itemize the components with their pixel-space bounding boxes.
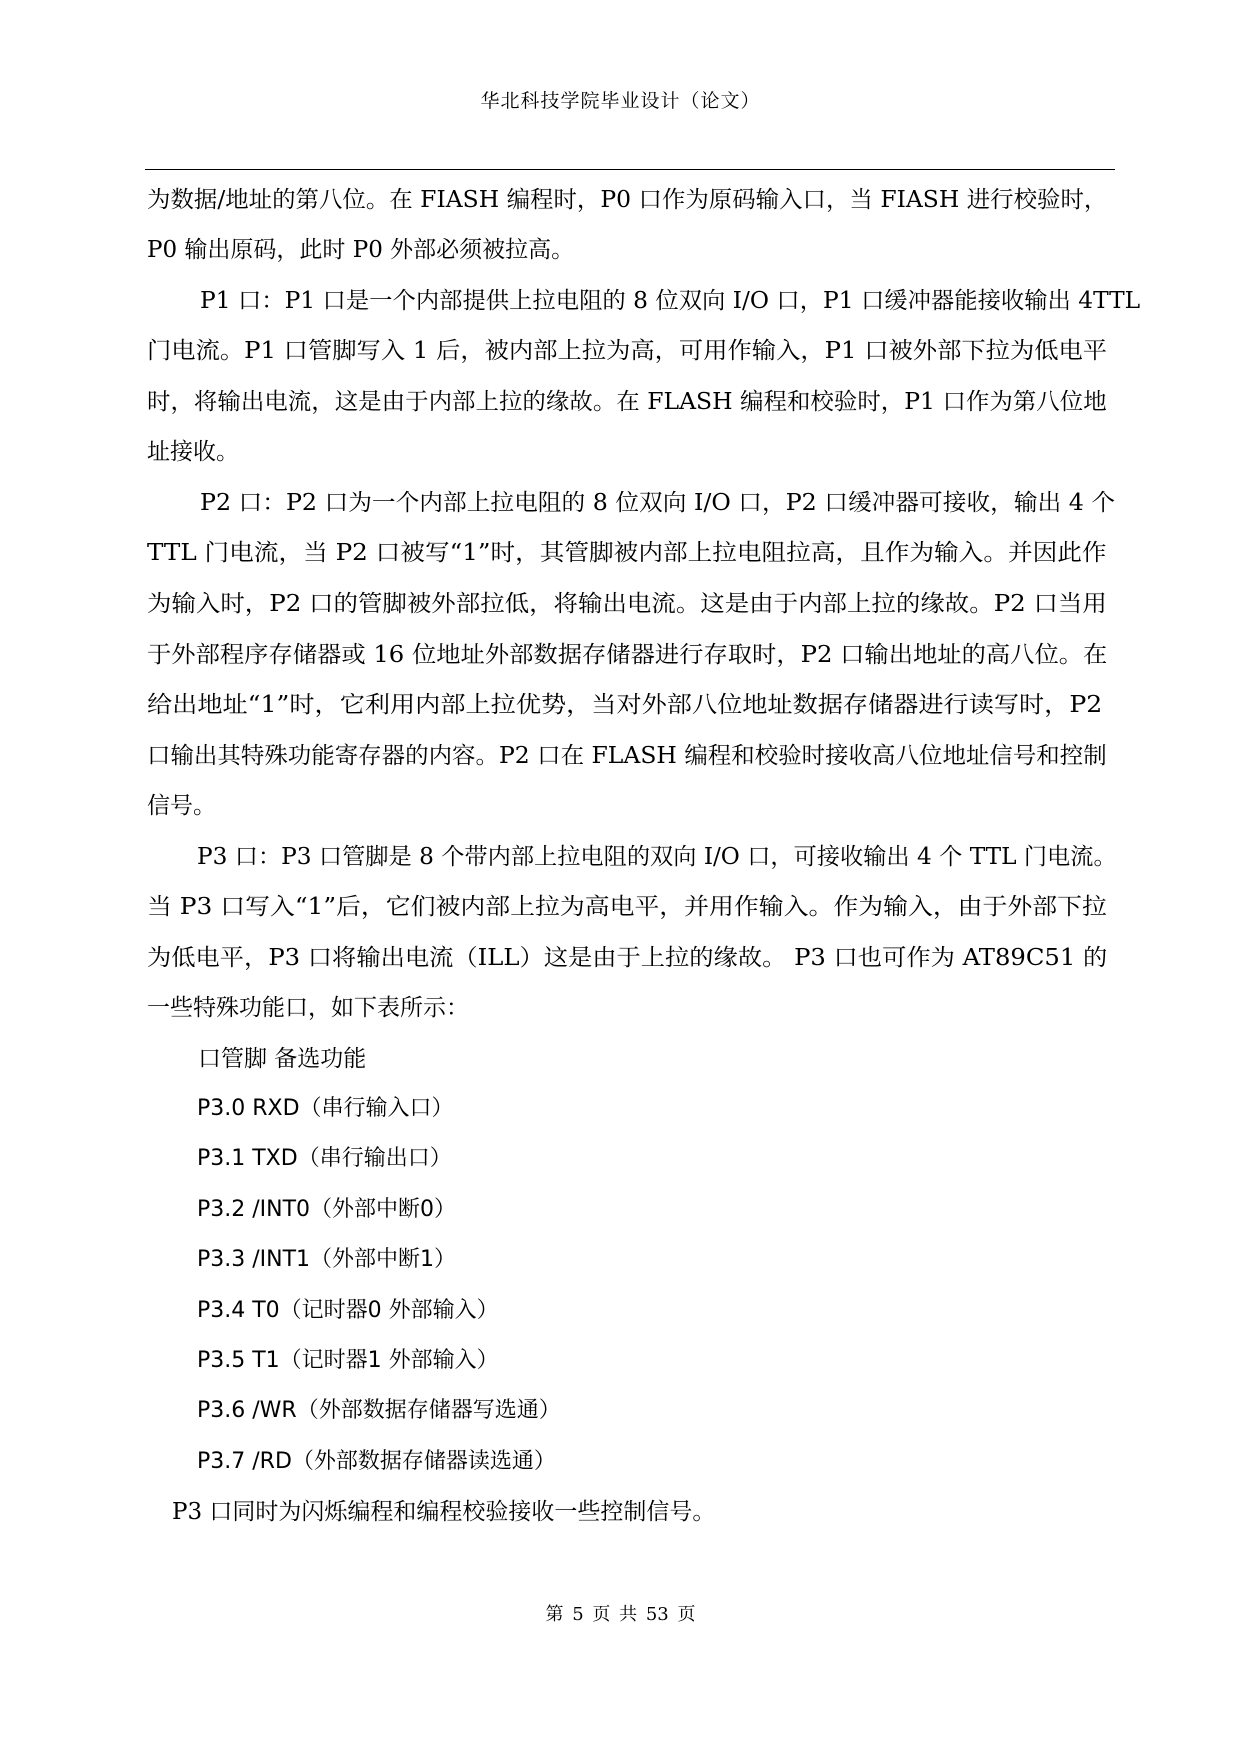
- text-line: 为数据/地址的第八位。在 FIASH 编程时，P0 口作为原码输入口，当 FIASH 进行校验时，: [147, 187, 1108, 213]
- header-title: 华北科技学院毕业设计（论文）: [480, 90, 761, 112]
- text-line: P3.1 TXD（串行输出口）: [197, 1146, 452, 1171]
- text-line: 时，将输出电流，这是由于内部上拉的缘故。在 FLASH 编程和校验时，P1 口作为第八位地: [147, 389, 1107, 415]
- text-line: 当 P3 口写入“1”后，它们被内部上拉为高电平，并用作输入。作为输入，由于外部下拉: [147, 894, 1107, 920]
- text-line: P0 输出原码，此时 P0 外部必须被拉高。: [147, 237, 575, 263]
- text-line: P3.4 T0（记时器0 外部输入）: [197, 1298, 499, 1323]
- text-line: P2 口：P2 口为一个内部上拉电阻的 8 位双向 I/O 口，P2 口缓冲器可接收，输出 4 个: [200, 490, 1116, 516]
- text-line: P3.5 T1（记时器1 外部输入）: [197, 1348, 499, 1373]
- header-divider: [145, 169, 1115, 170]
- text-line: TTL 门电流，当 P2 口被写“1”时，其管脚被内部上拉电阻拉高，且作为输入。并因此作: [147, 540, 1107, 566]
- text-line: P3.0 RXD（串行输入口）: [197, 1096, 454, 1121]
- text-line: 给出地址“1”时，它利用内部上拉优势，当对外部八位地址数据存储器进行读写时，P2: [147, 692, 1103, 718]
- page-footer: 第 5 页 共 53 页: [545, 1604, 696, 1625]
- text-line: P3 口：P3 口管脚是 8 个带内部上拉电阻的双向 I/O 口，可接收输出 4 个 TTL 门电流。: [197, 844, 1117, 870]
- text-line: P3.2 /INT0（外部中断0）: [197, 1197, 457, 1222]
- text-line: 为输入时，P2 口的管脚被外部拉低，将输出电流。这是由于内部上拉的缘故。P2 口当用: [147, 591, 1107, 617]
- text-line: P3.3 /INT1（外部中断1）: [197, 1247, 457, 1272]
- text-line: 于外部程序存储器或 16 位地址外部数据存储器进行存取时，P2 口输出地址的高八位。在: [147, 642, 1108, 668]
- text-line: 一些特殊功能口，如下表所示：: [147, 995, 469, 1021]
- text-line: 信号。: [147, 793, 216, 819]
- text-line: P3 口同时为闪烁编程和编程校验接收一些控制信号。: [172, 1499, 716, 1525]
- text-line: 口输出其特殊功能寄存器的内容。P2 口在 FLASH 编程和校验时接收高八位地址信号和控制: [147, 743, 1107, 769]
- text-line: 为低电平，P3 口将输出电流（ILL）这是由于上拉的缘故。 P3 口也可作为 AT89C51 的: [147, 945, 1108, 971]
- text-line: 口管脚 备选功能: [198, 1046, 367, 1072]
- text-line: P3.7 /RD（外部数据存储器读选通）: [197, 1449, 556, 1474]
- text-line: P1 口：P1 口是一个内部提供上拉电阻的 8 位双向 I/O 口，P1 口缓冲器能接收输出 4TTL: [200, 288, 1141, 314]
- text-line: 址接收。: [147, 439, 239, 465]
- text-line: 门电流。P1 口管脚写入 1 后，被内部上拉为高，可用作输入，P1 口被外部下拉为低电平: [147, 338, 1108, 364]
- text-line: P3.6 /WR（外部数据存储器写选通）: [197, 1398, 561, 1423]
